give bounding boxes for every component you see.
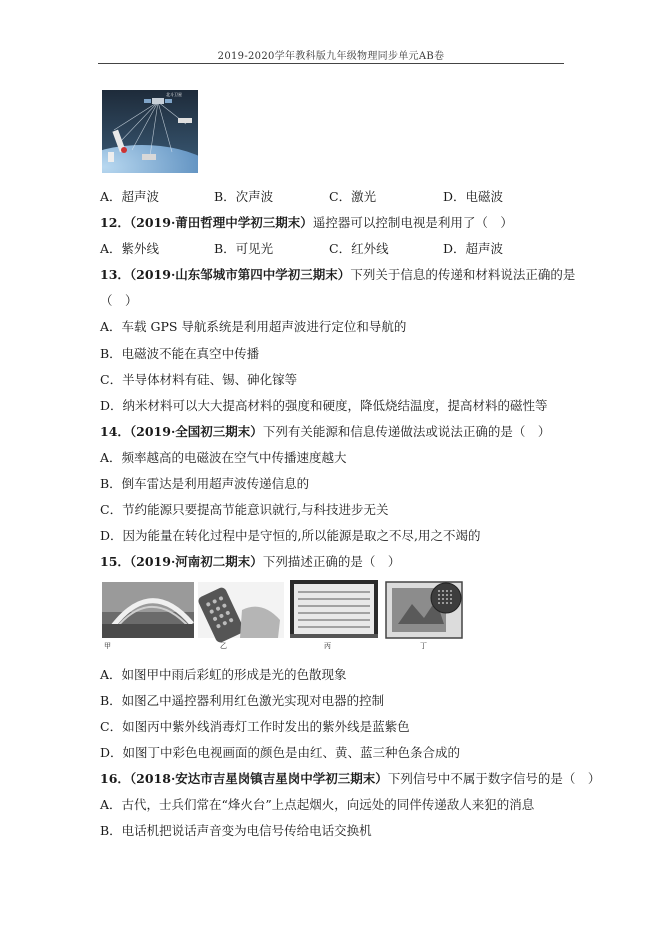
q14-option-a[interactable]: A．频率越高的电磁波在空气中传播速度越大 [100, 450, 347, 465]
figure-yi-remote [197, 582, 284, 644]
satellite-caption: 北斗卫星 [166, 92, 182, 97]
header-divider [98, 63, 564, 64]
q16-stem [100, 771, 600, 787]
q16-option-a[interactable]: A．古代，士兵们常在“烽火台”上点起烟火，向远处的同伴传递敌人来犯的消息 [100, 797, 535, 812]
q14-number: 14． [100, 424, 130, 439]
q15-option-b[interactable]: B．如图乙中遥控器利用红色激光实现对电器的控制 [100, 693, 385, 708]
q14-text: 下列有关能源和信息传递做法或说法正确的是（ ） [262, 424, 551, 439]
q12-option-c[interactable]: C．红外线 [329, 241, 389, 256]
q15-stem [100, 554, 400, 570]
q15-source: （2019·河南初二期末） [129, 554, 263, 569]
page-header: 2019-2020学年教科版九年级物理同步单元AB卷 [217, 51, 445, 62]
figure-label-jia: 甲 [104, 642, 111, 650]
q11-option-a[interactable]: A．超声波 [100, 189, 160, 204]
q16-option-b[interactable]: B．电话机把说话声音变为电信号传给电话交换机 [100, 823, 372, 838]
q12-option-a[interactable]: A．紫外线 [100, 241, 160, 256]
q14-source: （2019·全国初三期末） [129, 424, 263, 439]
q15-option-d[interactable]: D．如图丁中彩色电视画面的颜色是由红、黄、蓝三种色条合成的 [100, 745, 461, 760]
q16-text: 下列信号中不属于数字信号的是（ ） [387, 771, 601, 786]
q14-option-c[interactable]: C．节约能源只要提高节能意识就行,与科技进步无关 [100, 502, 389, 517]
q11-option-d[interactable]: D．电磁波 [443, 189, 504, 204]
q13-bracket: （ ） [100, 293, 138, 308]
q14-stem [100, 424, 550, 440]
q12-stem [100, 215, 513, 231]
q12-source: （2019·莆田哲理中学初三期末） [129, 215, 313, 230]
figure-label-bing: 丙 [324, 642, 331, 650]
q15-text: 下列描述正确的是（ ） [262, 554, 401, 569]
q12-text: 遥控器可以控制电视是利用了（ ） [312, 215, 513, 230]
q14-option-d[interactable]: D．因为能量在转化过程中是守恒的,所以能源是取之不尽,用之不竭的 [100, 528, 481, 543]
q13-stem [100, 267, 575, 283]
figure-ding-tv [386, 582, 462, 638]
figure-label-ding: 丁 [420, 642, 427, 650]
q15-number: 15． [100, 554, 130, 569]
figure-label-yi: 乙 [220, 642, 227, 650]
q12-option-d[interactable]: D．超声波 [443, 241, 504, 256]
q13-text: 下列关于信息的传递和材料说法正确的是 [350, 267, 576, 282]
q16-source: （2018·安达市吉星岗镇吉星岗中学初三期末） [129, 771, 388, 786]
q16-number: 16． [100, 771, 130, 786]
q15-option-a[interactable]: A．如图甲中雨后彩虹的形成是光的色散现象 [100, 667, 347, 682]
q12-option-b[interactable]: B．可见光 [214, 241, 274, 256]
figure-jia-rainbow [102, 582, 194, 638]
q14-option-b[interactable]: B．倒车雷达是利用超声波传递信息的 [100, 476, 310, 491]
q13-option-a[interactable]: A．车载 GPS 导航系统是利用超声波进行定位和导航的 [100, 319, 407, 334]
q15-option-c[interactable]: C．如图丙中紫外线消毒灯工作时发出的紫外线是蓝紫色 [100, 719, 410, 734]
q15-figures [102, 580, 464, 650]
figure-bing-uv-lamp [290, 580, 378, 638]
satellite-figure [102, 90, 198, 173]
q13-option-b[interactable]: B．电磁波不能在真空中传播 [100, 346, 260, 361]
q13-source: （2019·山东邹城市第四中学初三期末） [129, 267, 351, 282]
q12-number: 12． [100, 215, 130, 230]
q13-option-c[interactable]: C．半导体材料有硅、锡、砷化镓等 [100, 372, 298, 387]
q11-option-c[interactable]: C．激光 [329, 189, 377, 204]
q13-option-d[interactable]: D．纳米材料可以大大提高材料的强度和硬度，降低烧结温度，提高材料的磁性等 [100, 398, 548, 413]
q11-option-b[interactable]: B．次声波 [214, 189, 274, 204]
q13-number: 13． [100, 267, 130, 282]
